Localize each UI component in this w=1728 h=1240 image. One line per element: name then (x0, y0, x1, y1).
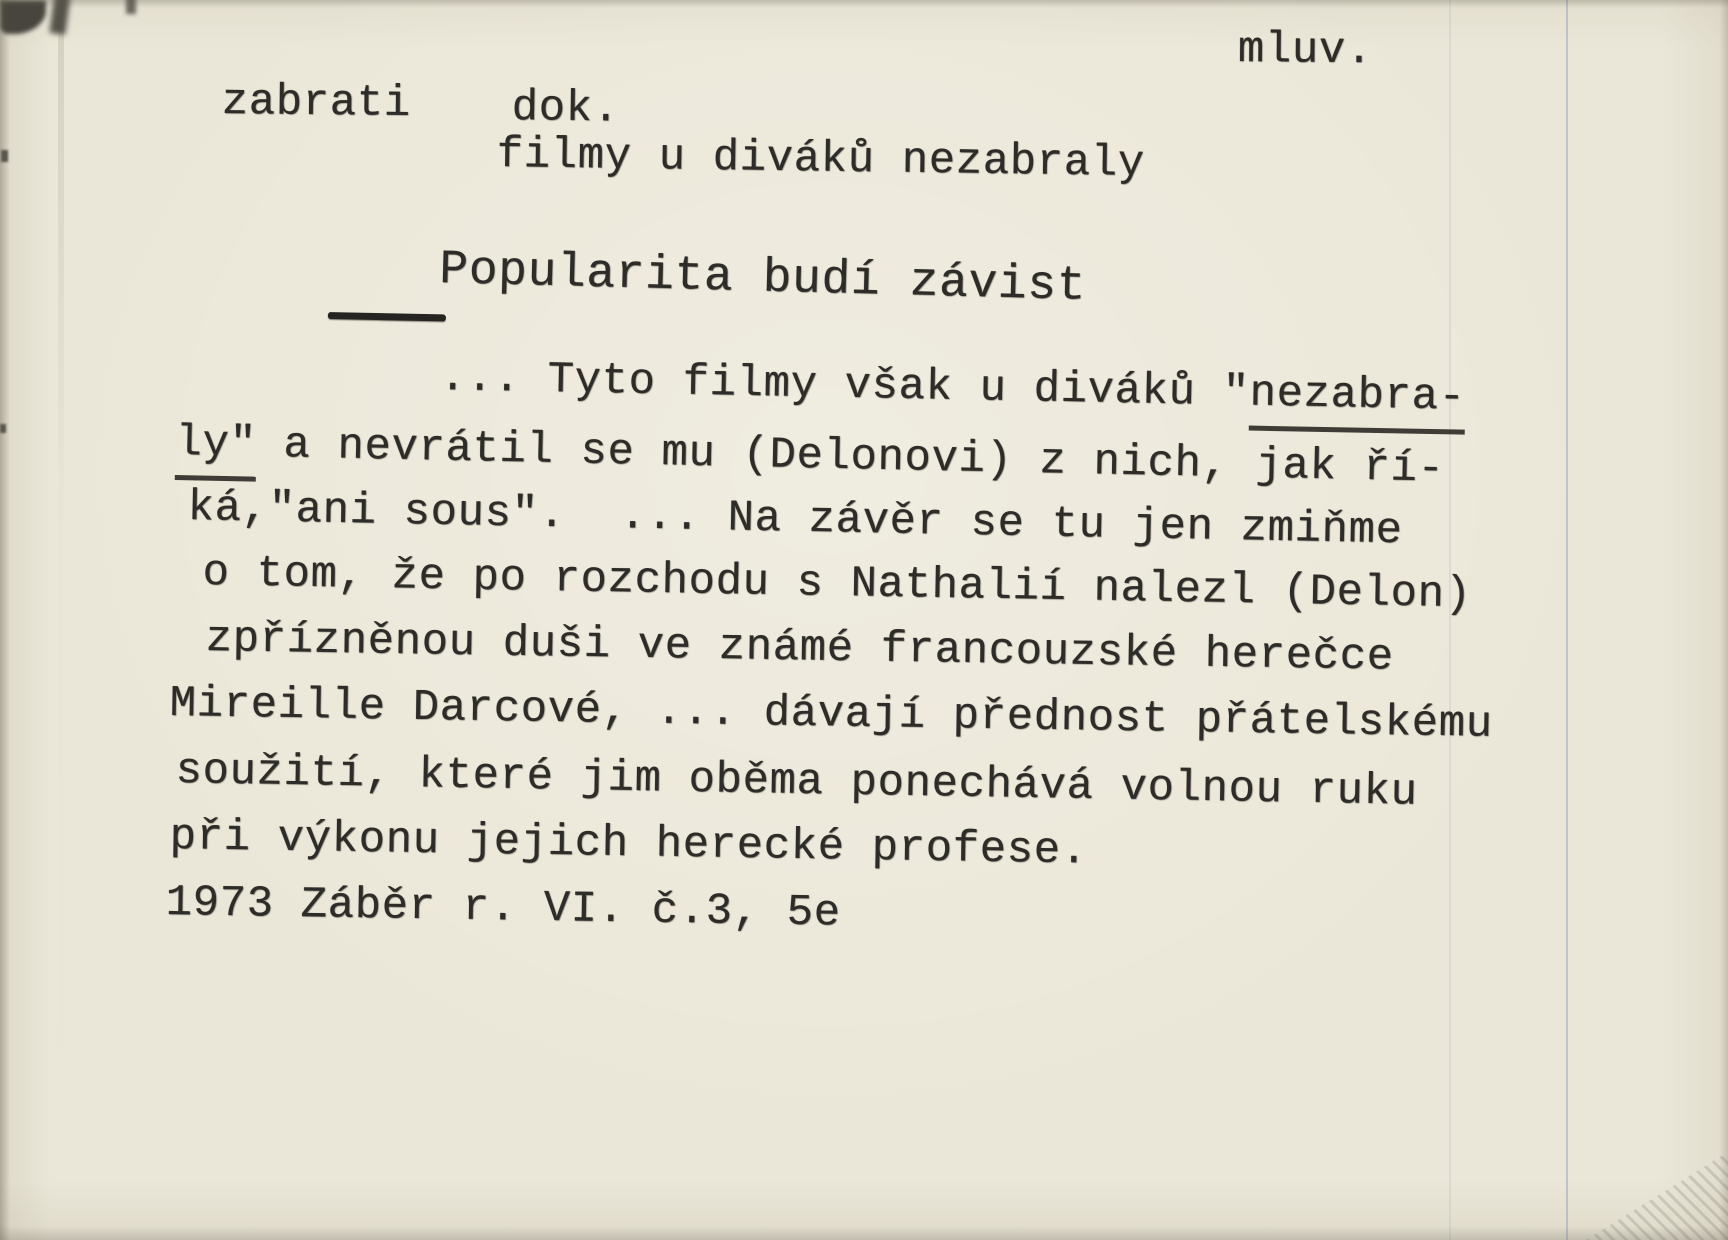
scan-edge-mark (126, 0, 136, 14)
source-citation-line: 1973 Záběr r. VI. č.3, 5e (165, 878, 842, 939)
body-line-8: při výkonu jejich herecké profese. (169, 812, 1089, 877)
article-heading: Popularita budí závist (438, 243, 1087, 314)
body-line-1-text: ... Tyto filmy však u diváků " (439, 353, 1251, 419)
heading-underline-stroke (328, 312, 446, 321)
bottom-edge-shadow (0, 1226, 1728, 1240)
annotation-word-right: dok. (511, 83, 621, 135)
body-line-6: Mireille Darcové, ... dávají přednost přátelskému (169, 679, 1494, 750)
right-edge-shadow (1719, 0, 1728, 1240)
left-edge-shadow (0, 0, 10, 1240)
body-line-7: soužití, které jim oběma ponechává volnou ruku (175, 746, 1419, 818)
body-line-1-underlined: nezabra- (1249, 369, 1466, 435)
body-line-3: ká,"ani sous". ... Na závěr se tu jen zmiňme (187, 483, 1404, 557)
scan-corner-blot (0, 0, 46, 34)
body-line-2-underlined: ly" (175, 418, 257, 482)
corner-hatch-shadow (1586, 1152, 1728, 1240)
corner-note: mluv. (1237, 25, 1374, 77)
left-crease-line (58, 0, 64, 1240)
edge-speck (0, 424, 6, 433)
annotation-subtitle: filmy u diváků nezabraly (496, 130, 1146, 190)
body-line-4: o tom, že po rozchodu s Nathalií nalezl (Delon) (202, 548, 1473, 621)
vertical-rule-line (1566, 0, 1568, 1240)
edge-speck (1, 150, 8, 162)
vertical-crease-line (1449, 0, 1451, 1240)
body-line-1 (439, 353, 1467, 423)
annotation-word-left: zabrati (221, 77, 412, 129)
body-line-2 (175, 418, 1446, 495)
body-line-2-text: a nevrátil se mu (Delonovi) z nich, jak ří- (256, 419, 1446, 495)
top-edge-shadow (0, 0, 1728, 8)
scan-edge-streak (49, 0, 70, 35)
body-line-5: zpřízněnou duši ve známé francouzské herečce (205, 614, 1395, 683)
